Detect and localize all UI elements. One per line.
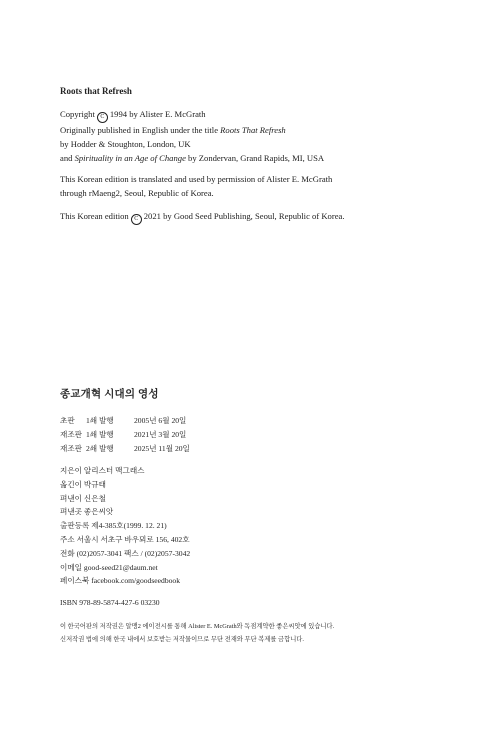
credit-row: 이메일 good-seed21@daum.net <box>60 562 158 572</box>
legal-notice <box>60 621 334 646</box>
copyright-line-3: by Hodder & Stoughton, London, UK <box>60 139 191 149</box>
credit-row: 펴낸곳 좋은씨앗 <box>60 507 114 517</box>
edition-row: 재조판 2쇄 발행 2025년 11월 20일 <box>60 443 190 453</box>
edition-history <box>60 414 190 455</box>
credit-row: 전화 (02)2057-3041 팩스 / (02)2057-3042 <box>60 548 191 558</box>
book-title-english: Roots that Refresh <box>60 86 132 96</box>
credit-row: 출판등록 제4-385호(1999. 12. 21) <box>60 521 167 531</box>
isbn: ISBN 978-89-5874-427-6 03230 <box>60 598 160 607</box>
second-title: Spirituality in an Age of Change <box>74 153 186 163</box>
credit-row: 페이스북 facebook.com/goodseedbook <box>60 576 181 586</box>
copyright-line-2: Originally published in English under the title Roots That Refresh <box>60 125 286 135</box>
copyright-line-1: Copyright C 1994 by Alister E. McGrath <box>60 107 324 123</box>
legal-line-2: 신저작권 법에 의해 한국 내에서 보호받는 저작물이므로 무단 전재와 무단 복제를 금합니다. <box>60 635 304 643</box>
translation-notice <box>60 172 332 200</box>
translation-line-2: through rMaeng2, Seoul, Republic of Korea. <box>60 188 214 198</box>
legal-line-1: 이 한국어판의 저작권은 알맹2 에이전시를 통해 Alister E. McGrath와 독점계약한 좋은씨앗에 있습니다. <box>60 623 335 630</box>
translation-line-1: This Korean edition is translated and used by permission of Alister E. McGrath <box>60 174 333 184</box>
book-title-korean: 종교개혁 시대의 영성 <box>60 389 159 400</box>
credit-row: 지은이 알리스터 맥그래스 <box>60 466 145 475</box>
copyright-symbol-icon: C <box>97 112 108 123</box>
edition-row: 초판 1쇄 발행 2005년 6월 20일 <box>60 416 187 425</box>
credit-row: 펴낸이 신은철 <box>60 493 106 503</box>
original-title: Roots That Refresh <box>220 125 286 135</box>
edition-row: 재조판 1쇄 발행 2021년 3월 20일 <box>60 429 187 439</box>
credit-row: 옮긴이 박규태 <box>60 479 106 489</box>
korean-edition-notice: This Korean edition C 2021 by Good Seed Publishing, Seoul, Republic of Korea. <box>60 209 344 225</box>
copyright-line-4: and Spirituality in an Age of Change by Zondervan, Grand Rapids, MI, USA <box>60 153 325 163</box>
credits-block <box>60 464 190 588</box>
credit-row: 주소 서울시 서초구 바우뫼로 156, 402호 <box>60 534 190 544</box>
copyright-block <box>60 107 324 165</box>
copyright-symbol-icon: C <box>131 214 142 225</box>
